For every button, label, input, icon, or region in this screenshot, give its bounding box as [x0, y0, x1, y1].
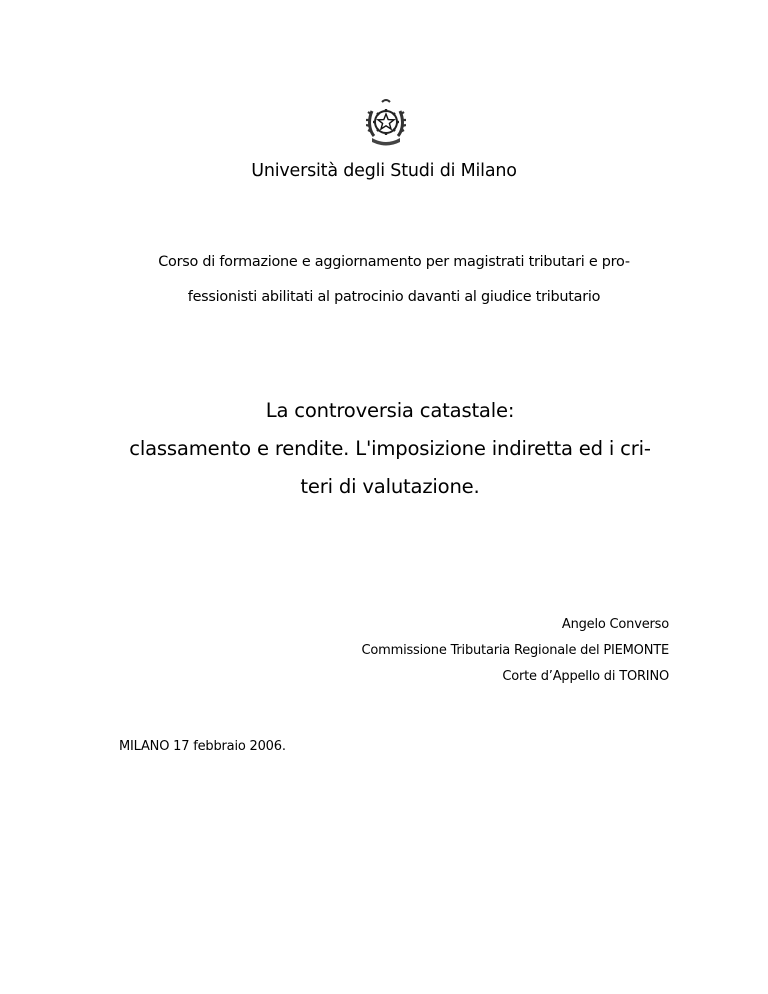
document-title [110, 392, 670, 506]
author-block [362, 612, 669, 690]
place-date: MILANO 17 febbraio 2006. [119, 739, 286, 754]
author-name: Angelo Converso [561, 617, 669, 632]
author-court: Corte d’Appello di TORINO [502, 669, 669, 684]
italian-republic-emblem-icon [366, 96, 406, 148]
course-description [120, 245, 668, 315]
title-line-1: La controversia catastale: [265, 399, 515, 422]
university-name: Università degli Studi di Milano [251, 161, 517, 181]
title-line-3: teri di valutazione. [300, 475, 480, 498]
author-commission: Commissione Tributaria Regionale del PIEMONTE [361, 643, 669, 658]
course-line-2: fessionisti abilitati al patrocinio davanti al giudice tributario [187, 289, 601, 305]
course-line-1: Corso di formazione e aggiornamento per magistrati tributari e pro- [158, 254, 630, 270]
title-line-2: classamento e rendite. L'imposizione indiretta ed i cri- [129, 437, 651, 460]
